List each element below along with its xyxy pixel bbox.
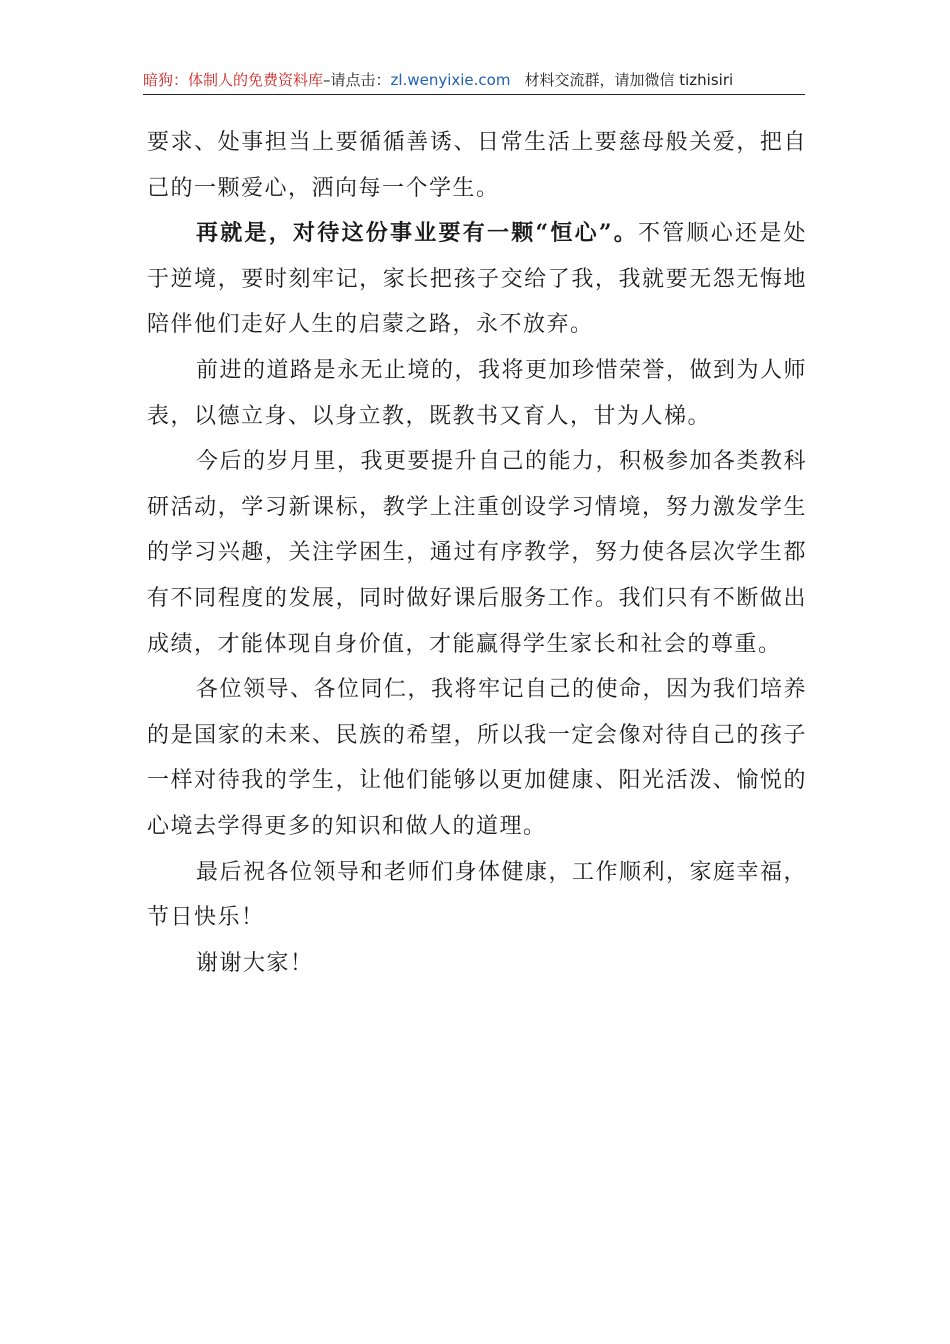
header-brand: 暗狗：体制人的免费资料库 (143, 71, 324, 89)
paragraph-text: 谢谢大家！ (196, 950, 314, 976)
paragraph-honor (147, 348, 807, 439)
header-wechat-note: 材料交流群，请加微信 tizhisiri (524, 71, 734, 89)
document-body (147, 120, 807, 986)
header-link[interactable]: zl.wenyixie.com (390, 71, 511, 89)
paragraph-text: 前进的道路是永无止境的，我将更加珍惜荣誉，做到为人师表，以德立身、以身立教，既教书又育人，甘为人梯。 (147, 357, 808, 429)
paragraph-text: 不管顺心还是处于逆境，要时刻牢记，家长把孩子交给了我，我就要无怨无悔地陪伴他们走好人生的启蒙之路，永不放弃。 (147, 221, 807, 338)
paragraph-perseverance (147, 211, 807, 348)
paragraph-emphasis: 再就是，对待这份事业要有一颗“恒心”。 (196, 220, 639, 247)
header-link-label: –请点击： (323, 71, 391, 89)
paragraph-thanks (147, 941, 807, 987)
paragraph-wishes (147, 850, 807, 941)
paragraph-mission (147, 667, 807, 849)
paragraph-text: 最后祝各位领导和老师们身体健康，工作顺利，家庭幸福，节日快乐！ (147, 859, 808, 931)
paragraph-future (147, 439, 807, 667)
paragraph-text: 今后的岁月里，我更要提升自己的能力，积极参加各类教科研活动，学习新课标，教学上注重创设学习情境，努力激发学生的学习兴趣，关注学困生，通过有序教学，努力使各层次学生都有不同程度的发展，同时做好课后服务工作。我们只有不断做出成绩，才能体现自身价值，才能赢得学生家长和社会的尊重。 (147, 449, 808, 657)
paragraph-text: 各位领导、各位同仁，我将牢记自己的使命，因为我们培养的是国家的未来、民族的希望，所以我一定会像对待自己的孩子一样对待我的学生，让他们能够以更加健康、阳光活泼、愉悦的心境去学得更多的知识和做人的道理。 (147, 677, 808, 839)
paragraph-continued (147, 120, 807, 211)
page-header (143, 68, 805, 95)
paragraph-text: 要求、处事担当上要循循善诱、日常生活上要慈母般关爱，把自己的一颗爱心，洒向每一个学生。 (147, 130, 807, 201)
